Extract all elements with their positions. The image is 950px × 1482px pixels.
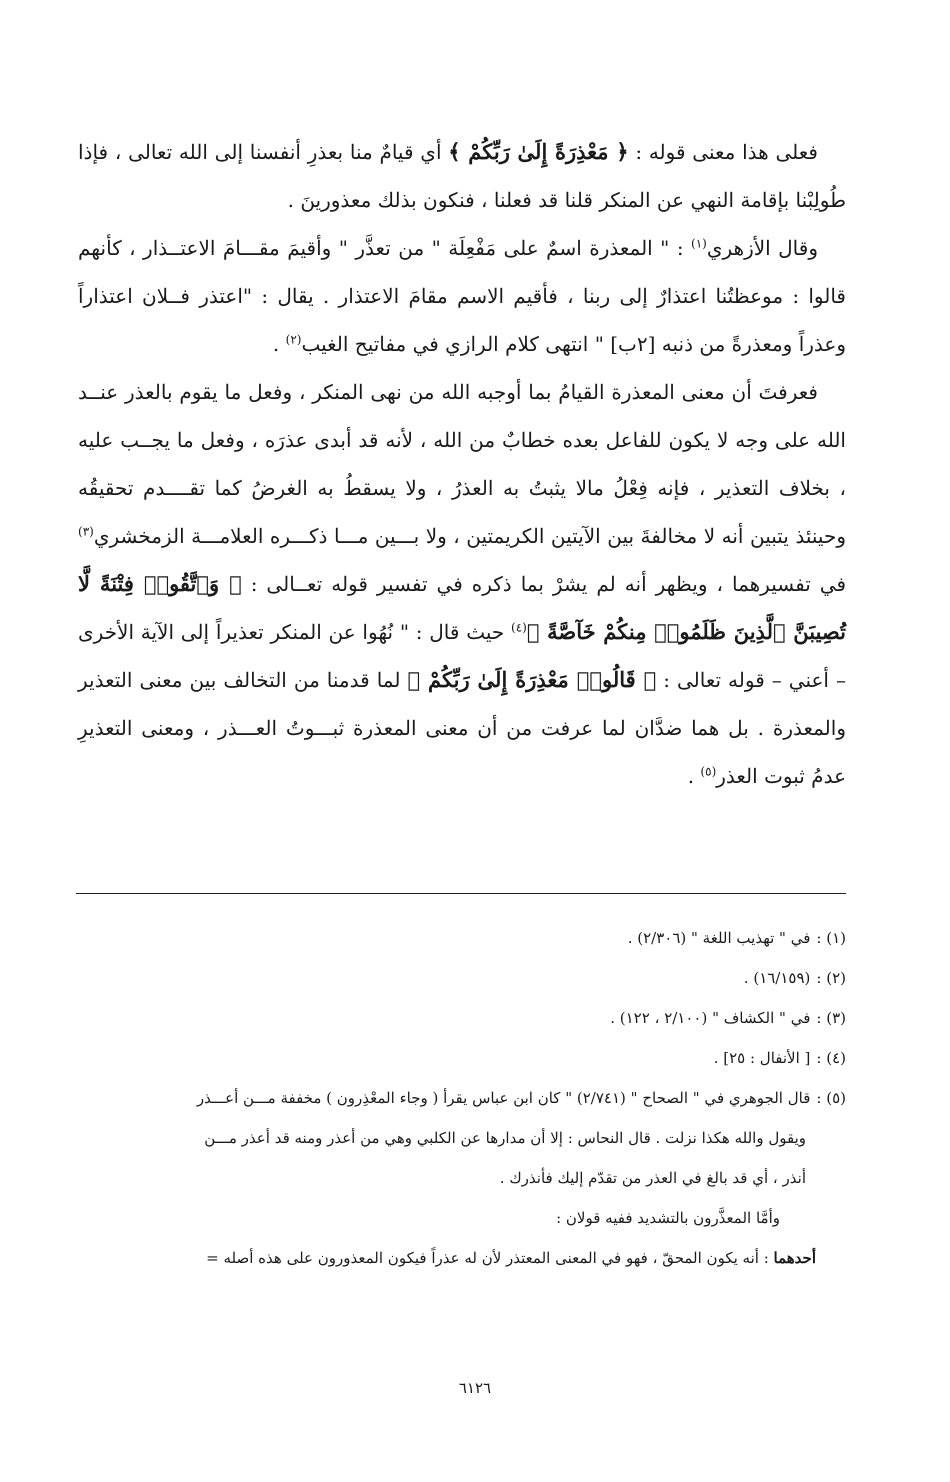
page-number: ٦١٢٦	[458, 1379, 492, 1397]
footnote-text: قال الجوهري في " الصحاح " (٢/٧٤١) " كان ابن عباس يقرأ ( وجاء المعْذِرون ) مخففة مـــن أعـــذر	[196, 1089, 811, 1107]
paragraph-2-text-b: : " المعذرة اسمٌ على مَفْعِلَة " من تعذَّر " وأقيمَ مقـــامَ الاعتــذار ، كأنهم قالوا : موعظتُنا اعتذارٌ إلى ربنا ، فأقيم الاسم مقامَ الاعتذار . يقال : "اعتذر فــلان اعتذاراً وعذراً ومعذرةً من ذنبه [٢ب] " انتهى كلام الرازي في مفاتيح الغيب	[78, 236, 846, 356]
footnote-divider	[76, 893, 846, 894]
footnote-text: (١٦/١٥٩) .	[743, 969, 811, 987]
paragraph-3	[78, 368, 846, 800]
paragraph-2-text-a: وقال الأزهري	[706, 236, 818, 260]
footnote-1	[78, 918, 846, 958]
footnote-4	[78, 1038, 846, 1078]
paragraph-1-text-b: أي قيامٌ منا بعذرِ أنفسنا إلى الله تعالى ، فإذا طُولِبْنا بإقامة النهي عن المنكر قلنا قد فعلنا ، فنكون بذلك معذورينَ .	[78, 140, 846, 212]
footnote-ref-1[interactable]: (١)	[691, 236, 707, 251]
footnote-text: في " تهذيب اللغة " (٢/٣٠٦) .	[627, 929, 811, 947]
footnote-number: (٣) :	[816, 1009, 846, 1027]
footnote-ref-5[interactable]: (٥)	[700, 764, 717, 779]
footnote-5-line-3: أنذر ، أي قد بالغ في العذر من تقدّم إليك فأنذرك .	[499, 1169, 806, 1187]
paragraph-2	[78, 224, 846, 368]
footnote-number: (٢) :	[816, 969, 846, 987]
footnote-number: (١) :	[816, 929, 846, 947]
footnote-2	[78, 958, 846, 998]
footnote-number: (٤) :	[816, 1049, 846, 1067]
footnote-number: (٥) :	[816, 1089, 846, 1107]
quran-verse: ﴿ قَالُوا۟ مَعْذِرَةً إِلَىٰ رَبِّكُمْ ﴾	[407, 667, 657, 692]
footnote-5	[78, 1078, 846, 1118]
paragraph-3-text-b: في تفسيرهما ، ويظهر أنه لم يشرْ بما ذكره في تفسير قوله تعــالى :	[241, 572, 847, 596]
paragraph-3-end: .	[687, 764, 701, 788]
footnotes	[78, 918, 846, 1278]
paragraph-1	[78, 128, 846, 224]
footnote-3	[78, 998, 846, 1038]
footnote-ref-3[interactable]: (٣)	[78, 524, 94, 539]
footnote-text: في " الكشاف " (٢/١٠٠ ، ١٢٢) .	[610, 1009, 811, 1027]
paragraph-3-text-a: فعرفتَ أن معنى المعذرة القيامُ بما أوجبه الله من نهى المنكر ، وفعل ما يقوم بالعذر عنــد الله على وجه لا يكون للفاعل بعده خطابٌ من الله ، لأنه قد أبدى عذرَه ، وفعل ما يجــب عليه ، بخلاف التعذير ، فإنه فِعْلُ مالا يثبتُ به العذرُ ، ولا يسقطُ به الغرضُ كما تقــــدم تحقيقُه وحينئذ يتبين أنه لا مخالفةَ بين الآيتين الكريمتين ، ولا بـــين مـــا ذكـــره العلامـــة الزمخشري	[78, 380, 846, 548]
paragraph-3-text-d: لما قدمنا من التخالف بين معنى التعذير والمعذرة . بل هما ضدَّان لما عرفت من أن معنى المعذرة ثبـــوتُ العـــذر ، ومعنى التعذيرِ عدمُ ثبوت العذر	[78, 668, 846, 788]
main-text	[78, 128, 846, 800]
paragraph-1-text-a: فعلى هذا معنى قوله :	[628, 140, 818, 164]
footnote-text: : أنه يكون المحقّ ، فهو في المعنى المعتذر لأن له عذراً فيكون المعذورون على هذه أصله =	[206, 1249, 774, 1267]
footnote-5-line-5	[78, 1238, 846, 1278]
footnote-5-line-2: ويقول والله هكذا نزلت . قال النحاس : إلا أن مدارها عن الكلبي وهي من أعذر ومنه قد أعذر مـــن	[204, 1129, 806, 1147]
footnote-text: [ الأنفال : ٢٥] .	[713, 1049, 811, 1067]
paragraph-2-end: .	[272, 332, 286, 356]
quran-verse: ﴿ مَعْذِرَةً إِلَىٰ رَبِّكُمْ ﴾	[448, 139, 629, 164]
footnote-bold-term: أحدهما	[773, 1249, 816, 1267]
quran-verse: ﴿ وَٱتَّقُوا۟ فِتْنَةً لَّا تُصِيبَنَّ ٱلَّذِينَ ظَلَمُوا۟ مِنكُمْ خَآصَّةً ﴾	[78, 571, 846, 644]
footnote-5-line-4: وأمَّا المعذَّرون بالتشديد ففيه قولان :	[556, 1209, 780, 1227]
footnote-ref-4[interactable]: (٤)	[511, 620, 527, 635]
footnote-ref-2[interactable]: (٢)	[285, 332, 302, 347]
paragraph-3-text-c: حيث قال : " نُهُوا عن المنكر تعذيراً إلى الآية الأخرى – أعني – قوله تعالى :	[78, 620, 846, 692]
